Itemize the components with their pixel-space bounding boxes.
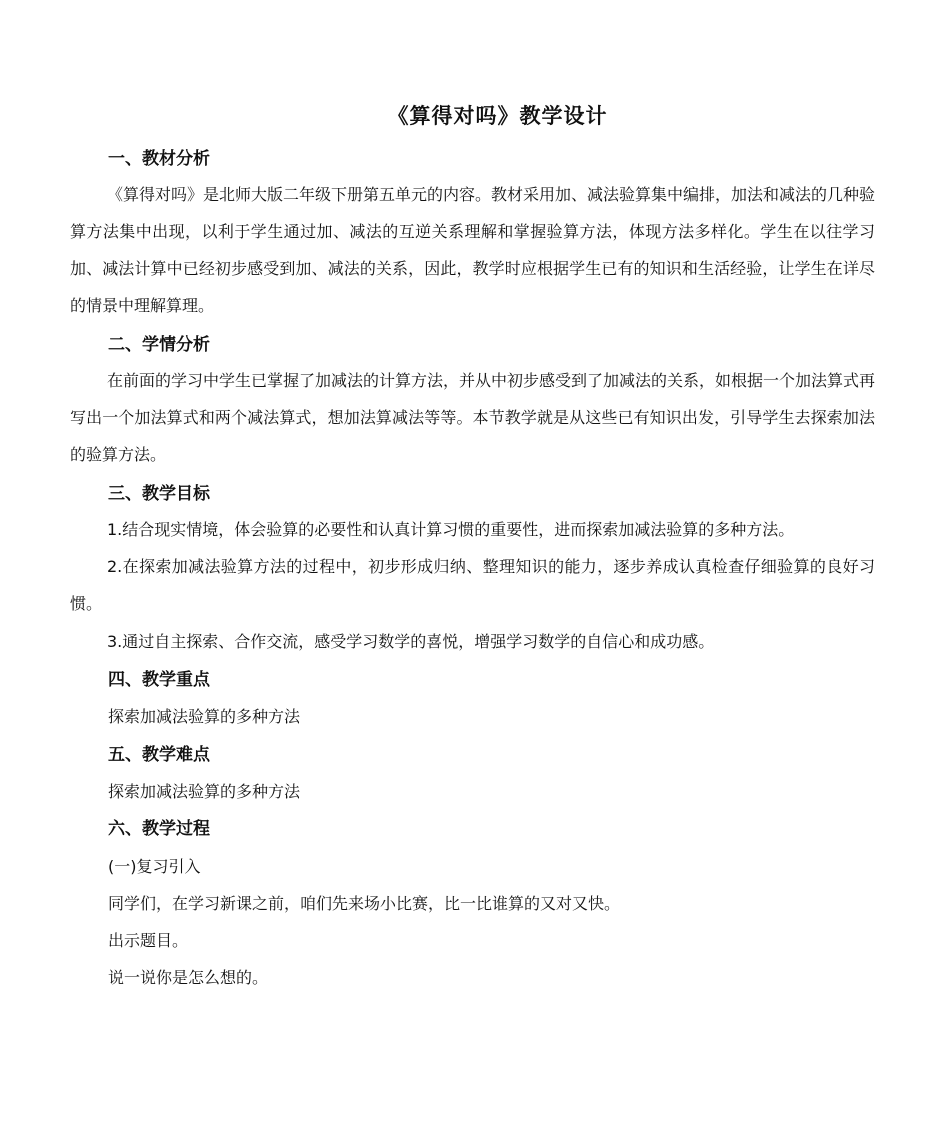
section-heading-teaching-process: 六、教学过程: [108, 819, 210, 839]
difficulties-text: 探索加减法验算的多种方法: [108, 782, 301, 801]
document-title: 《算得对吗》教学设计: [387, 104, 608, 128]
goal-item-1: 1.结合现实情境，体会验算的必要性和认真计算习惯的重要性，进而探索加减法验算的多种方法。: [107, 520, 795, 539]
paragraph-textbook-analysis: 《算得对吗》是北师大版二年级下册第五单元的内容。教材采用加、减法验算集中编排，加法和减法的几种验算方法集中出现，以利于学生通过加、减法的互逆关系理解和掌握验算方法，体现方法多样化。学生在以往学习加、减法计算中已经初步感受到加、减法的关系，因此，教学时应根据学生已有的知识和生活经验，让学生在详尽的情景中理解算理。: [70, 185, 876, 315]
paragraph-student-analysis: 在前面的学习中学生已掌握了加减法的计算方法，并从中初步感受到了加减法的关系，如根据一个加法算式再写出一个加法算式和两个减法算式，想加法算减法等等。本节教学就是从这些已有知识出发，引导学生去探索加法的验算方法。: [70, 371, 876, 464]
process-line-3: 说一说你是怎么想的。: [108, 968, 269, 987]
section-heading-difficulties: 五、教学难点: [108, 745, 210, 765]
section-heading-teaching-goals: 三、教学目标: [108, 484, 210, 504]
section-heading-textbook-analysis: 一、教材分析: [108, 149, 210, 169]
process-line-2: 出示题目。: [108, 931, 189, 950]
section-heading-student-analysis: 二、学情分析: [108, 335, 210, 355]
key-points-text: 探索加减法验算的多种方法: [108, 707, 301, 726]
subsection-review-intro: (一)复习引入: [108, 857, 201, 876]
process-line-1: 同学们，在学习新课之前，咱们先来场小比赛，比一比谁算的又对又快。: [108, 894, 621, 913]
section-heading-key-points: 四、教学重点: [108, 670, 210, 690]
goal-item-3: 3.通过自主探索、合作交流，感受学习数学的喜悦，增强学习数学的自信心和成功感。: [107, 632, 715, 651]
goal-item-2: 2.在探索加减法验算方法的过程中，初步形成归纳、整理知识的能力，逐步养成认真检查仔细验算的良好习惯。: [70, 557, 875, 613]
